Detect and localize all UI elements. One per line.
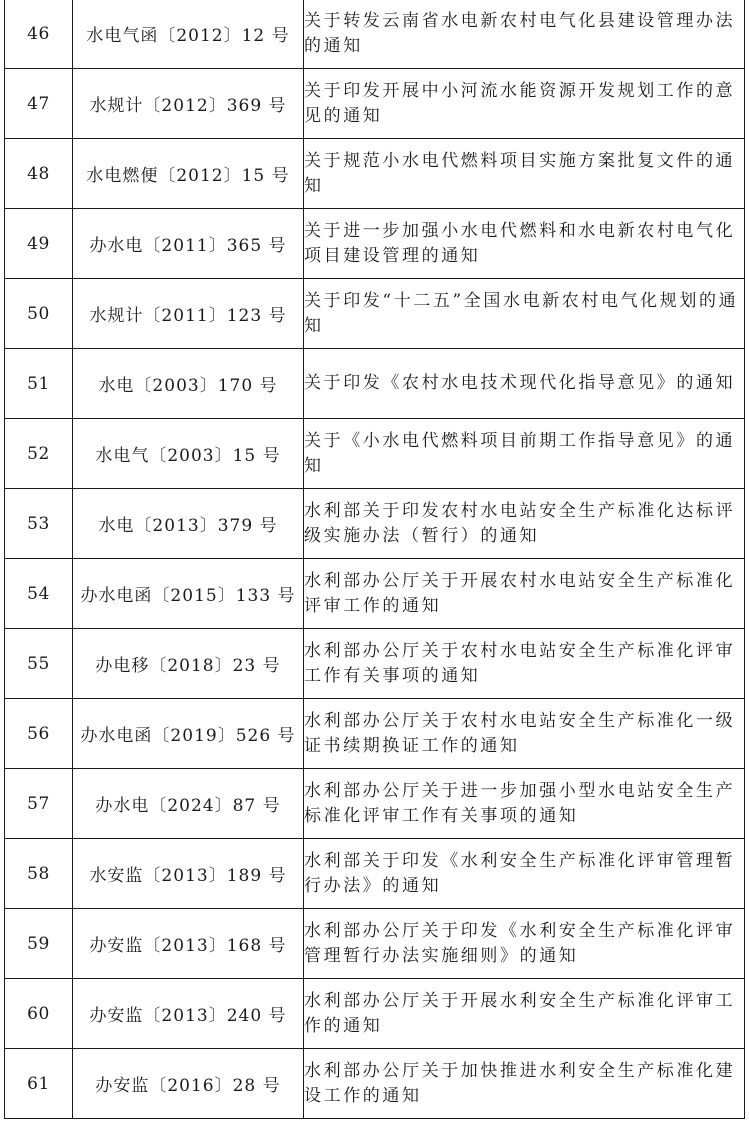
table-row <box>5 349 745 419</box>
document-number: 水规计〔2011〕123 号 <box>73 279 304 349</box>
document-title: 关于印发“十二五”全国水电新农村电气化规划的通知 <box>304 279 745 349</box>
document-number: 水电气函〔2012〕12 号 <box>73 0 304 69</box>
table-row <box>5 69 745 139</box>
table-row <box>5 629 745 699</box>
row-number: 47 <box>5 69 73 139</box>
row-number: 55 <box>5 629 73 699</box>
row-number: 50 <box>5 279 73 349</box>
document-title: 水利部办公厅关于进一步加强小型水电站安全生产标准化评审工作有关事项的通知 <box>304 769 745 839</box>
document-number: 水电气〔2003〕15 号 <box>73 419 304 489</box>
document-title: 关于《小水电代燃料项目前期工作指导意见》的通知 <box>304 419 745 489</box>
table-row <box>5 419 745 489</box>
document-title: 关于印发《农村水电技术现代化指导意见》的通知 <box>304 349 745 419</box>
document-number: 办水电〔2011〕365 号 <box>73 209 304 279</box>
row-number: 61 <box>5 1049 73 1119</box>
table-row <box>5 909 745 979</box>
document-title: 关于进一步加强小水电代燃料和水电新农村电气化项目建设管理的通知 <box>304 209 745 279</box>
document-title: 水利部关于印发《水利安全生产标准化评审管理暂行办法》的通知 <box>304 839 745 909</box>
table-row <box>5 209 745 279</box>
row-number: 51 <box>5 349 73 419</box>
row-number: 59 <box>5 909 73 979</box>
document-title: 水利部关于印发农村水电站安全生产标准化达标评级实施办法（暂行）的通知 <box>304 489 745 559</box>
regulation-table-body <box>5 0 745 1119</box>
document-title: 水利部办公厅关于农村水电站安全生产标准化一级证书续期换证工作的通知 <box>304 699 745 769</box>
document-number: 办水电函〔2019〕526 号 <box>73 699 304 769</box>
table-row <box>5 769 745 839</box>
table-row <box>5 699 745 769</box>
document-number: 办水电函〔2015〕133 号 <box>73 559 304 629</box>
document-number: 办安监〔2013〕240 号 <box>73 979 304 1049</box>
table-row <box>5 979 745 1049</box>
table-row <box>5 139 745 209</box>
document-title: 水利部办公厅关于开展水利安全生产标准化评审工作的通知 <box>304 979 745 1049</box>
document-number: 办电移〔2018〕23 号 <box>73 629 304 699</box>
row-number: 48 <box>5 139 73 209</box>
regulation-table <box>4 0 745 1119</box>
row-number: 46 <box>5 0 73 69</box>
document-number: 水安监〔2013〕189 号 <box>73 839 304 909</box>
document-number: 办安监〔2013〕168 号 <box>73 909 304 979</box>
document-title: 水利部办公厅关于印发《水利安全生产标准化评审管理暂行办法实施细则》的通知 <box>304 909 745 979</box>
document-number: 办水电〔2024〕87 号 <box>73 769 304 839</box>
document-number: 水电燃便〔2012〕15 号 <box>73 139 304 209</box>
document-title: 水利部办公厅关于加快推进水利安全生产标准化建设工作的通知 <box>304 1049 745 1119</box>
row-number: 60 <box>5 979 73 1049</box>
document-number: 水电〔2003〕170 号 <box>73 349 304 419</box>
row-number: 57 <box>5 769 73 839</box>
row-number: 53 <box>5 489 73 559</box>
document-title: 水利部办公厅关于农村水电站安全生产标准化评审工作有关事项的通知 <box>304 629 745 699</box>
document-number: 水电〔2013〕379 号 <box>73 489 304 559</box>
row-number: 54 <box>5 559 73 629</box>
table-row <box>5 489 745 559</box>
row-number: 58 <box>5 839 73 909</box>
table-row <box>5 839 745 909</box>
table-row <box>5 279 745 349</box>
table-row <box>5 0 745 69</box>
document-number: 办安监〔2016〕28 号 <box>73 1049 304 1119</box>
row-number: 56 <box>5 699 73 769</box>
row-number: 52 <box>5 419 73 489</box>
row-number: 49 <box>5 209 73 279</box>
document-title: 水利部办公厅关于开展农村水电站安全生产标准化评审工作的通知 <box>304 559 745 629</box>
document-title: 关于印发开展中小河流水能资源开发规划工作的意见的通知 <box>304 69 745 139</box>
table-row <box>5 1049 745 1119</box>
document-title: 关于规范小水电代燃料项目实施方案批复文件的通知 <box>304 139 745 209</box>
document-number: 水规计〔2012〕369 号 <box>73 69 304 139</box>
document-title: 关于转发云南省水电新农村电气化县建设管理办法的通知 <box>304 0 745 69</box>
table-row <box>5 559 745 629</box>
